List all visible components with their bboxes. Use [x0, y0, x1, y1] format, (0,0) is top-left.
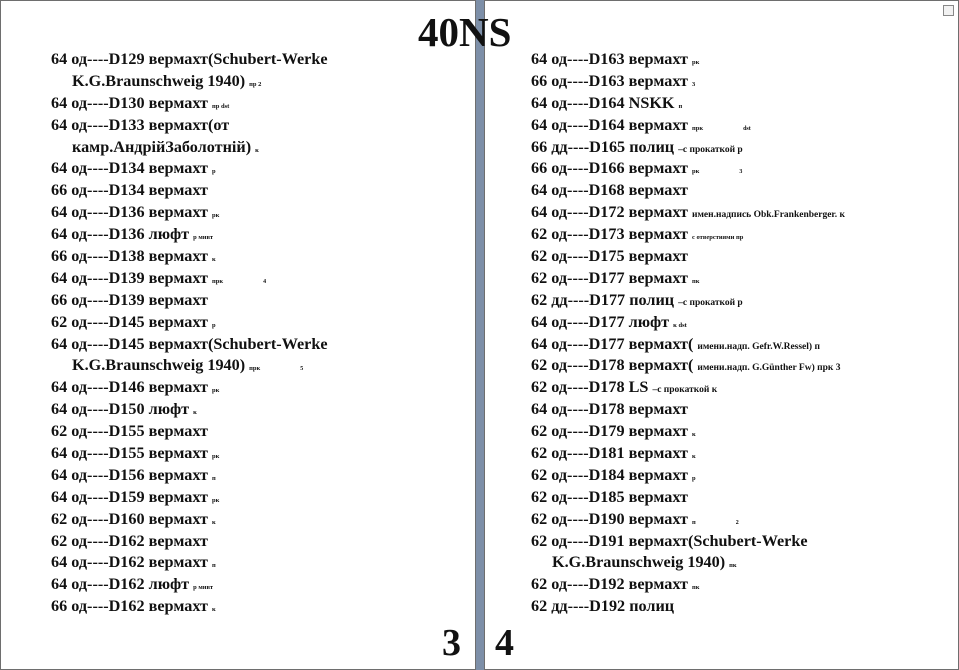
list-item: [531, 290, 958, 312]
entry-note: прк: [691, 124, 704, 132]
list-item: [51, 509, 475, 531]
entry-note: –с прокаткой р: [678, 144, 743, 155]
entry-note: имени.надп. G.Günther Fw) прк 3: [697, 363, 841, 374]
list-item: [51, 93, 475, 115]
entry-note: имени.надп. Gefr.W.Ressel) п: [697, 341, 820, 352]
entry-note: к: [211, 256, 216, 264]
entry-note: к: [211, 606, 216, 614]
list-item: [531, 180, 958, 202]
entry-note: с отверстиями пр: [691, 234, 744, 242]
entry-note: рк: [691, 168, 700, 176]
entry-note: р мнвт: [193, 584, 214, 592]
entry-note: р мнвт: [193, 234, 214, 242]
list-item: [51, 531, 475, 553]
list-item: [51, 355, 475, 377]
entry-note: –с прокаткой р: [678, 297, 743, 308]
page-number: 3: [442, 622, 461, 664]
entry-note: пр 2: [249, 80, 262, 88]
list-item: [531, 312, 958, 334]
entry-note: рк: [211, 496, 220, 504]
list-item: [51, 596, 475, 618]
entry-text: 64 од----D178 вермахт: [531, 400, 688, 419]
entry-note: п: [211, 474, 216, 482]
page-gap: [476, 0, 484, 670]
list-item: [531, 71, 958, 93]
list-item: [531, 509, 958, 531]
entry-text: 62 од----D177 вермахт: [531, 268, 688, 287]
list-item: [51, 487, 475, 509]
list-item: [531, 202, 958, 224]
list-item: [51, 180, 475, 202]
list-item: [531, 93, 958, 115]
entry-text: 62 од----D145 вермахт: [51, 312, 208, 331]
entry-text: 64 од----D134 вермахт: [51, 159, 208, 178]
entry-text: 64 од----D156 вермахт: [51, 465, 208, 484]
entry-text: 64 од----D136 люфт: [51, 225, 190, 244]
entry-text: 64 од----D172 вермахт: [531, 203, 688, 222]
list-item: [531, 465, 958, 487]
list-item: [51, 377, 475, 399]
entry-text: 62 од----D162 вермахт: [51, 531, 208, 550]
right-page-lines: [531, 49, 958, 618]
entry-note: прк: [211, 277, 224, 285]
entry-text: 62 од----D173 вермахт: [531, 225, 688, 244]
list-item: [51, 399, 475, 421]
entry-text: K.G.Braunschweig 1940): [72, 356, 246, 375]
list-item: [531, 596, 958, 618]
entry-text: 64 од----D139 вермахт: [51, 268, 208, 287]
entry-text: 62 од----D192 вермахт: [531, 575, 688, 594]
entry-ref-number: 3: [739, 169, 743, 176]
entry-note: п: [211, 562, 216, 570]
entry-text: 62 од----D178 вермахт(: [531, 356, 694, 375]
entry-note: р: [691, 474, 696, 482]
entry-text: 62 од----D175 вермахт: [531, 247, 688, 266]
entry-note: имен.надпись Obk.Frankenberger. к: [691, 210, 845, 221]
entry-note: р: [211, 168, 216, 176]
entry-text: 64 од----D163 вермахт: [531, 50, 688, 68]
entry-text: 66 од----D163 вермахт: [531, 71, 688, 90]
entry-note: рк: [211, 387, 220, 395]
list-item: [51, 268, 475, 290]
list-item: [51, 312, 475, 334]
entry-ref-number: 2: [735, 519, 739, 526]
entry-note: –с прокаткой к: [652, 385, 718, 396]
entry-text: 64 од----D133 вермахт(от: [51, 115, 230, 134]
entry-text: 62 дд----D192 полиц: [531, 597, 675, 616]
entry-note: пк: [691, 584, 700, 592]
close-icon[interactable]: [943, 5, 954, 16]
list-item: [531, 334, 958, 356]
entry-text: 64 од----D164 NSKK: [531, 93, 675, 112]
list-item: [51, 137, 475, 159]
entry-text: 62 од----D184 вермахт: [531, 465, 688, 484]
entry-note: р: [211, 321, 216, 329]
list-item: [531, 443, 958, 465]
entry-text: 66 од----D134 вермахт: [51, 181, 208, 200]
page-number: 4: [495, 622, 514, 664]
list-item: [531, 158, 958, 180]
list-item: [51, 465, 475, 487]
entry-text: 62 од----D160 вермахт: [51, 509, 208, 528]
entry-text: K.G.Braunschweig 1940): [552, 553, 726, 572]
list-item: [51, 334, 475, 356]
entry-text: 62 од----D185 вермахт: [531, 487, 688, 506]
right-page: [484, 0, 959, 670]
entry-note: 3: [691, 80, 696, 88]
list-item: [51, 202, 475, 224]
entry-note: пк: [729, 562, 737, 570]
list-item: [531, 49, 958, 71]
list-item: [531, 137, 958, 159]
entry-ref-number: 5: [300, 366, 304, 373]
entry-note: пр dst: [211, 102, 230, 110]
entry-text: 62 од----D178 LS: [531, 378, 649, 397]
entry-text: 66 од----D138 вермахт: [51, 247, 208, 266]
entry-text: 64 од----D150 люфт: [51, 400, 190, 419]
list-item: [51, 552, 475, 574]
list-item: [51, 224, 475, 246]
list-item: [531, 574, 958, 596]
document-title: 40NS: [418, 9, 512, 55]
entry-text: 64 од----D168 вермахт: [531, 181, 688, 200]
entry-note: к: [193, 409, 197, 417]
left-page-lines: [51, 49, 475, 618]
list-item: [51, 49, 475, 71]
entry-text: 62 од----D155 вермахт: [51, 422, 208, 441]
list-item: [51, 115, 475, 137]
entry-note: пк: [691, 277, 700, 285]
entry-text: камр.АндрійЗаболотній): [72, 137, 252, 156]
list-item: [531, 246, 958, 268]
entry-text: 64 од----D177 вермахт(: [531, 334, 694, 353]
entry-text: 66 дд----D165 полиц: [531, 137, 675, 156]
entry-note: рк: [691, 59, 700, 66]
entry-text: 64 од----D155 вермахт: [51, 444, 208, 463]
entry-text: 64 од----D162 люфт: [51, 575, 190, 594]
entry-note: к: [255, 146, 259, 154]
entry-text: 66 од----D162 вермахт: [51, 597, 208, 616]
list-item: [51, 246, 475, 268]
entry-note: п: [678, 102, 683, 110]
list-item: [531, 421, 958, 443]
list-item: [51, 421, 475, 443]
entry-text: 62 од----D191 вермахт(Schubert-Werke: [531, 531, 808, 550]
entry-text: 62 од----D181 вермахт: [531, 444, 688, 463]
entry-text: 64 од----D136 вермахт: [51, 203, 208, 222]
entry-note: рк: [211, 212, 220, 220]
list-item: [531, 355, 958, 377]
entry-text: 64 од----D129 вермахт(Schubert-Werke: [51, 50, 328, 68]
list-item: [51, 71, 475, 93]
entry-text: 66 од----D166 вермахт: [531, 159, 688, 178]
entry-text: 62 од----D190 вермахт: [531, 509, 688, 528]
entry-text: 64 од----D164 вермахт: [531, 115, 688, 134]
entry-text: 64 од----D146 вермахт: [51, 378, 208, 397]
entry-text: K.G.Braunschweig 1940): [72, 71, 246, 90]
entry-text: 62 од----D179 вермахт: [531, 422, 688, 441]
entry-note: прк: [249, 365, 261, 373]
list-item: [531, 115, 958, 137]
entry-text: 64 од----D145 вермахт(Schubert-Werke: [51, 334, 328, 353]
list-item: [51, 574, 475, 596]
entry-text: 64 од----D159 вермахт: [51, 487, 208, 506]
entry-ref-number: dst: [743, 125, 751, 132]
list-item: [531, 268, 958, 290]
entry-ref-number: 4: [263, 278, 267, 285]
entry-note: рк: [211, 453, 220, 461]
entry-note: к: [691, 431, 696, 439]
entry-text: 64 од----D162 вермахт: [51, 553, 208, 572]
list-item: [531, 399, 958, 421]
list-item: [51, 443, 475, 465]
entry-text: 64 од----D177 люфт: [531, 312, 670, 331]
list-item: [51, 290, 475, 312]
entry-text: 64 од----D130 вермахт: [51, 93, 208, 112]
list-item: [531, 487, 958, 509]
list-item: [531, 377, 958, 399]
entry-text: 62 дд----D177 полиц: [531, 290, 675, 309]
list-item: [531, 552, 958, 574]
entry-note: к dst: [673, 321, 687, 329]
entry-note: п: [691, 518, 696, 526]
entry-note: к: [211, 518, 216, 526]
list-item: [531, 224, 958, 246]
left-page: [0, 0, 476, 670]
list-item: [531, 531, 958, 553]
list-item: [51, 158, 475, 180]
entry-text: 66 од----D139 вермахт: [51, 290, 208, 309]
entry-note: к: [691, 453, 696, 461]
